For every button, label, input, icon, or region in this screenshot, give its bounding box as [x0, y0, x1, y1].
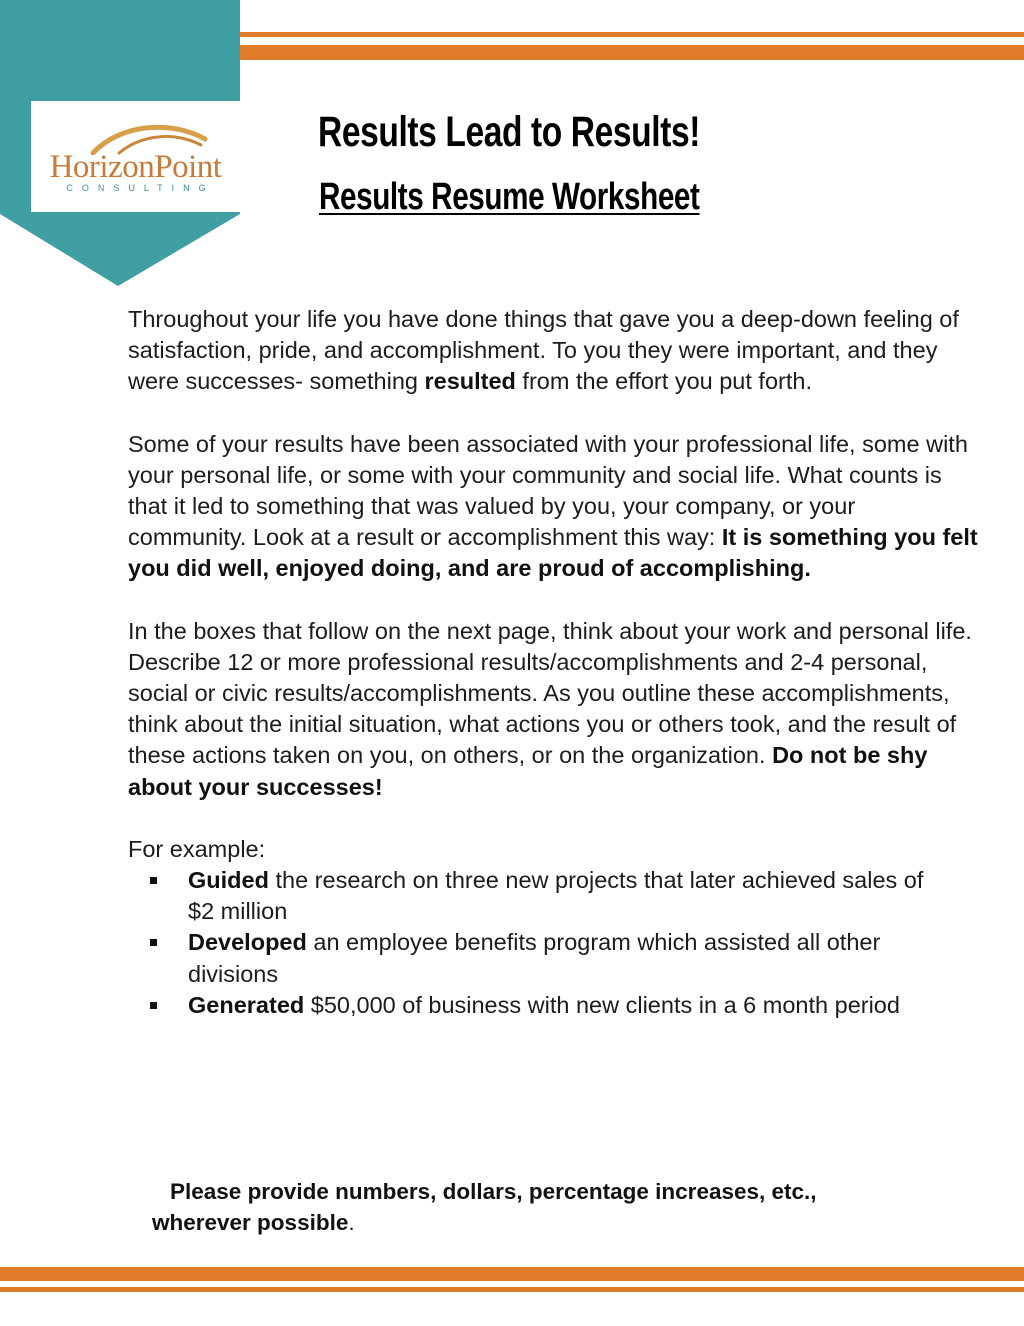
results-paragraph	[128, 429, 978, 585]
intro-text-start: Throughout your life you have done things that gave you a deep-down feeling of satisfaction, pride, and accomplishment. To you they were important, and they were successes- something	[128, 306, 959, 395]
example-verb: Generated	[188, 991, 305, 1018]
example-text: $50,000 of business with new clients in a 6 month period	[304, 991, 900, 1018]
logo-tagline: CONSULTING	[66, 183, 215, 193]
results-bold-text: It is something you felt you did well, enjoyed doing, and are proud of accomplishing.	[128, 524, 978, 582]
intro-text-end: from the effort you put forth.	[515, 368, 812, 395]
example-list	[128, 865, 978, 1021]
instructions-text: In the boxes that follow on the next page, think about your work and personal life. Describe 12 or more professional results/accomplishments and 2-4 personal, social or civic results/accomplishments. As you outline these accomplishments, think about the initial situation, what actions you or others took, and the result of these actions taken on you, on others, or on the organization.	[128, 617, 972, 769]
example-text: an employee benefits program which assisted all other divisions	[188, 929, 881, 987]
closing-note	[152, 1176, 912, 1238]
example-lead: For example:	[128, 835, 266, 862]
note-line-2	[152, 1207, 912, 1238]
list-item	[128, 865, 948, 927]
list-item	[128, 990, 948, 1021]
page-subtitle: Results Resume Worksheet	[319, 176, 700, 218]
instructions-bold-text: Do not be shy about your successes!	[128, 742, 928, 800]
worksheet-body	[128, 304, 978, 1021]
instructions-paragraph	[128, 616, 978, 803]
results-text: Some of your results have been associated with your professional life, some with your personal life, or some with your community and social life. What counts is that it led to something that was valued by you, your company, or your community. Look at a result or accomplishment this way:	[128, 430, 968, 551]
footer-stripe-thick	[0, 1267, 1024, 1281]
header-stripe-thick	[240, 45, 1024, 60]
note-line-2-text: wherever possible	[152, 1210, 349, 1235]
note-line-1: Please provide numbers, dollars, percentage increases, etc.,	[170, 1179, 817, 1204]
intro-bold-word: resulted	[424, 368, 516, 395]
page-title: Results Lead to Results!	[318, 108, 701, 156]
footer-stripe-thin	[0, 1287, 1024, 1292]
note-period: .	[348, 1210, 355, 1235]
example-verb: Developed	[188, 929, 307, 956]
intro-paragraph	[128, 304, 978, 398]
example-text: the research on three new projects that later achieved sales of $2 million	[188, 867, 924, 925]
header-stripe-thin	[240, 32, 1024, 37]
company-logo	[31, 101, 240, 212]
example-verb: Guided	[188, 867, 269, 894]
logo-name: HorizonPoint	[49, 149, 222, 185]
list-item	[128, 927, 948, 989]
